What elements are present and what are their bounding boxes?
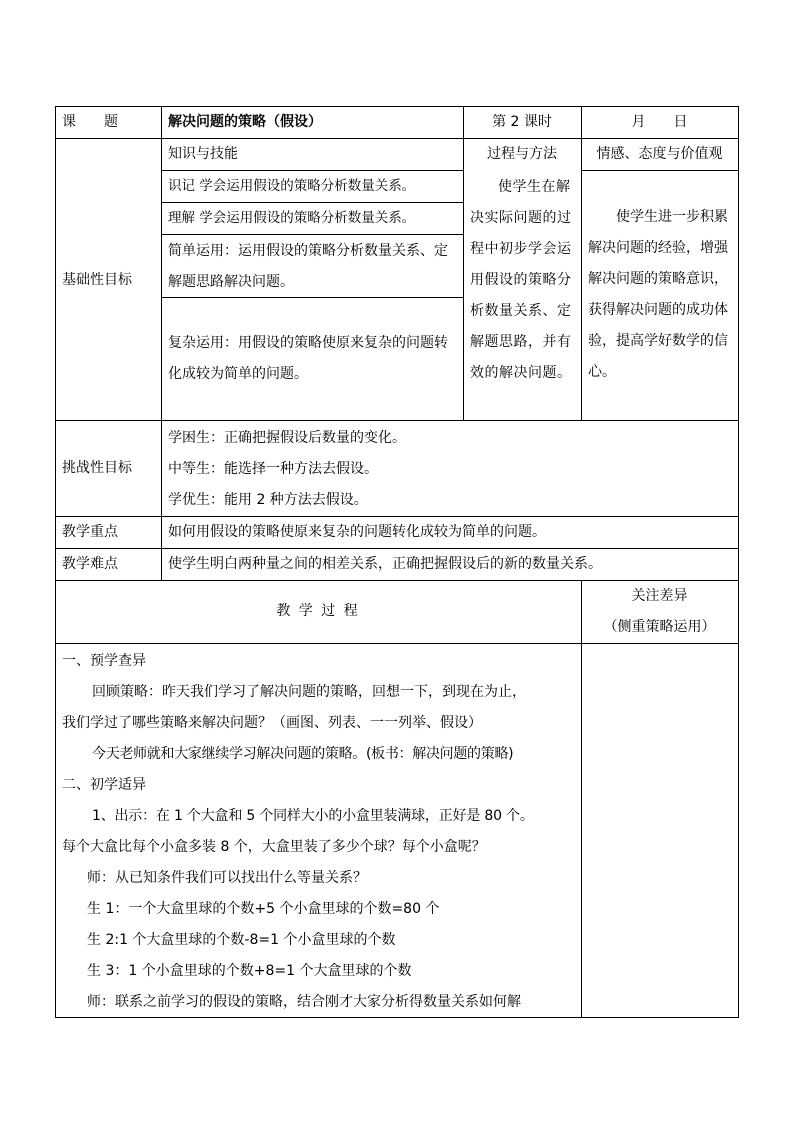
key-point-text: 如何用假设的策略使原来复杂的问题转化成较为简单的问题。 [168,524,546,540]
rule [55,420,739,421]
rule [55,138,739,139]
rule [581,580,582,1018]
process-line: 一、预学查异 [62,653,146,669]
challenge-mid: 中等生：能选择一种方法去假设。 [168,461,378,477]
process-line: 生 1：一个大盒里球的个数+5 个小盒里球的个数=80 个 [87,901,440,917]
rule [55,548,739,549]
goal-simple-apply: 简单运用：运用假设的策略分析数量关系、定解题思路解决问题。 [168,243,448,290]
challenge-high: 学优生：能用 2 种方法去假设。 [168,492,368,508]
challenge-low: 学困生：正确把握假设后数量的变化。 [168,430,406,446]
rule [581,170,739,171]
col-process: 过程与方法 [487,146,557,162]
side-title-1: 关注差异 [631,588,688,604]
process-line: 今天老师就和大家继续学习解决问题的策略。(板书：解决问题的策略) [92,746,514,762]
key-point-label: 教学重点 [62,524,118,540]
rule [161,234,463,235]
col-emotion: 情感、态度与价值观 [596,146,723,162]
rule [55,1017,739,1018]
difficulty-label: 教学难点 [62,556,118,572]
process-line: 生 3：1 个小盒里球的个数+8=1 个大盒里球的个数 [87,963,412,979]
goal-recall: 识记 学会运用假设的策略分析数量关系。 [168,178,416,194]
process-line: 我们学过了哪些策略来解决问题？（画图、列表、一一列举、假设） [62,715,482,731]
process-line: 二、初学适异 [62,777,146,793]
process-line: 每个大盒比每个小盒多装 8 个，大盒里装了多少个球？每个小盒呢？ [62,839,486,855]
goal-understand: 理解 学会运用假设的策略分析数量关系。 [168,210,416,226]
rule [55,580,739,581]
process-line: 1、出示：在 1 个大盒和 5 个同样大小的小盒里装满球，正好是 80 个。 [92,808,534,824]
challenge-goals-label: 挑战性目标 [62,460,132,476]
rule [738,106,739,1018]
process-line: 回顾策略：昨天我们学习了解决问题的策略，回想一下，到现在为止， [92,684,526,700]
emotion-text: 使学生进一步积累解决问题的经验，增强解决问题的策略意识，获得解决问题的成功体验，提高学好数学的信心。 [588,209,728,380]
rule [55,106,56,1018]
process-text: 使学生在解决实际问题的过程中初步学会运用假设的策略分析数量关系、定解题思路，并有效的解决问题。 [470,179,572,381]
goal-complex-apply: 复杂运用：用假设的策略使原来复杂的问题转化成较为简单的问题。 [168,335,448,382]
process-line: 师：联系之前学习的假设的策略，结合刚才大家分析得数量关系如何解 [87,994,521,1010]
header-label: 课 题 [62,114,118,130]
process-title: 教 学 过 程 [276,603,360,619]
period: 第 2 课时 [492,114,552,130]
rule [55,643,739,644]
rule [161,202,463,203]
process-line: 生 2:1 个大盒里球的个数-8=1 个小盒里球的个数 [87,932,396,948]
date: 月 日 [631,114,688,130]
lesson-title: 解决问题的策略（假设） [168,114,322,130]
process-line: 师：从已知条件我们可以找出什么等量关系？ [87,870,367,886]
col-knowledge: 知识与技能 [168,146,238,162]
rule [55,516,739,517]
rule [55,106,739,107]
rule [161,106,162,580]
rule [161,170,463,171]
side-title-2: （侧重策略运用） [603,619,716,635]
basic-goals-label: 基础性目标 [62,272,132,288]
difficulty-text: 使学生明白两种量之间的相差关系，正确把握假设后的新的数量关系。 [168,556,602,572]
